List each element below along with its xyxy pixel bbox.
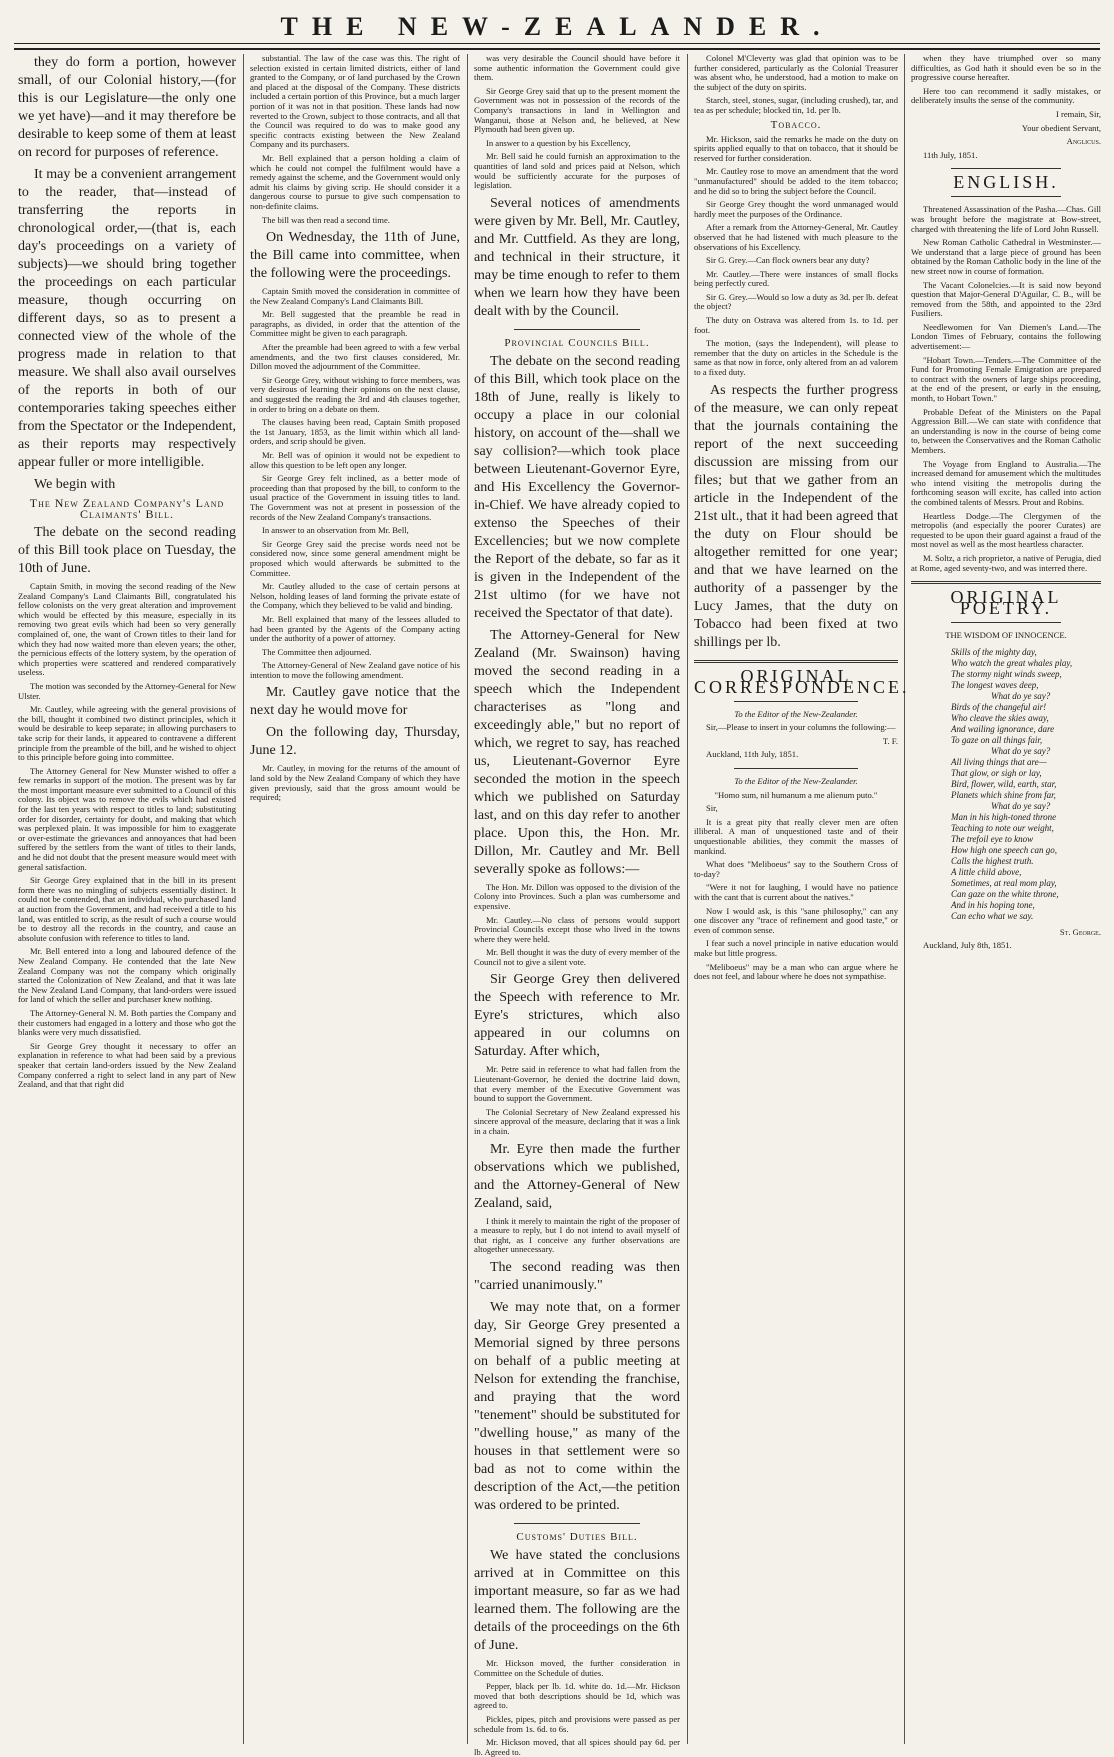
masthead bbox=[14, 8, 1100, 50]
intro-paragraph: It may be a convenient arrangement to the reader, that—instead of transferring the reports in chronological order,—(that is, each day's proceedings on a variety of subjects)—we should bring together the proceedings on each particular measure, though occurring on different days, so as to present a connected view of the whole of the progress made in relation to that measure. We shall also avail ourselves of the reports in both of our contemporaries taking speeches either from the Spectator or the Independent, as their reports may respectively appear fuller or more intelligible. bbox=[18, 167, 236, 470]
tobacco-paragraph: Mr. Cautley rose to move an amendment that the word "unmanufactured" should be added to the item tobacco; and he did so to bring the subject before the Council. bbox=[694, 166, 898, 196]
report-paragraph: The Attorney-General N. M. Both parties the Company and their customers had engaged in a lottery and those who got the blanks were very much dissatisfied. bbox=[18, 1007, 236, 1038]
poem-line: Can echo what we say. bbox=[951, 910, 1034, 921]
committee-paragraph: Sir George Grey felt inclined, as a better mode of proceeding than that proposed by the bill, to conform to the usual practice of the Government in issuing titles to land. The Government was not at present in possession of the records of the New Zealand Company's transactions. bbox=[250, 473, 460, 522]
tobacco-paragraph: Sir George Grey thought the word unmanaged would hardly meet the purposes of the Ordinance. bbox=[694, 199, 898, 219]
report-paragraph: Captain Smith, in moving the second reading of the New Zealand Company's Land Claimants Bill, congratulated his fellow colonists on the very great alteration and improvement which would be effected by this measure, especially in its removing two great evils which had been so very generally complained of, one, the want of Crown titles to their land for which they had now waited more than eleven years; the other, the pernicious effects of the lottery system, by the operation of which properties were scattered and rendered comparatively useless. bbox=[18, 581, 236, 678]
poem-line: The trefoil eye to know bbox=[951, 833, 1034, 844]
letter-body: "Meliboeus" may be a man who can argue where he does not feel, and labour where he does not sympathise. bbox=[694, 961, 898, 982]
committee-paragraph: The Committee then adjourned. bbox=[262, 646, 372, 657]
tobacco-paragraph: Mr. Hickson, said the remarks he made on the duty on spirits applied equally to that on tobacco, that it should be reserved for further consideration. bbox=[694, 133, 898, 163]
poem-title: THE WISDOM OF INNOCENCE. bbox=[945, 630, 1067, 641]
letter-body: when they have triumphed over so many difficulties, as God hath it should even be so in the progressive course hereafter. bbox=[911, 53, 1101, 83]
section-heading: The New Zealand Company's Land Claimants' Bill. bbox=[29, 496, 225, 521]
committee-paragraph: The Attorney-General of New Zealand gave notice of his intention to move the following amendment. bbox=[250, 660, 460, 680]
column-5 bbox=[911, 54, 1101, 1744]
divider bbox=[734, 768, 858, 769]
letter-close: Your obedient Servant, bbox=[1021, 122, 1101, 133]
poem-line: The stormy night winds sweep, bbox=[951, 668, 1062, 679]
divider bbox=[911, 581, 1101, 584]
report-paragraph: Starch, steel, stones, sugar, (including crushed), tar, and tea as per schedule; blocked tin, 1d. per lb. bbox=[694, 95, 898, 115]
report-paragraph: was very desirable the Council should have before it some authentic information the Government could give them. bbox=[474, 53, 680, 83]
tobacco-paragraph: After a remark from the Attorney-General, Mr. Cautley observed that he had listened with much pleasure to the observations of his Excellency. bbox=[694, 222, 898, 252]
column-separator bbox=[243, 54, 244, 1744]
report-paragraph: The motion was seconded by the Attorney-General for New Ulster. bbox=[18, 680, 236, 701]
speech-paragraph: The Colonial Secretary of New Zealand expressed his sincere approval of the measure, declaring that it was a link in a chain. bbox=[474, 1106, 680, 1137]
poem-place: Auckland, July 8th, 1851. bbox=[923, 940, 1012, 951]
poem-signature: St. George. bbox=[1059, 926, 1101, 937]
report-paragraph: Mr. Bell entered into a long and laboured defence of the New Zealand Company. He contended that the late New Zealand Company was not the company which originally started the Colonization of New Zealand, and that it was late the New Zealand Land Company, that land-orders were issued for land of which the seller and purchaser knew nothing. bbox=[18, 946, 236, 1005]
committee-paragraph: Sir George Grey said the precise words need not be considered now, since some general amendment might be proposed which would afterwards be submitted to the Committee. bbox=[250, 538, 460, 578]
report-paragraph: In answer to a question by his Excellency, bbox=[486, 137, 631, 148]
poem-line: Planets which shine from far, bbox=[951, 789, 1056, 800]
divider bbox=[514, 1523, 640, 1524]
letter-body: I fear such a novel principle in native education would make but little progress. bbox=[694, 938, 898, 958]
divider bbox=[951, 622, 1061, 623]
report-paragraph: substantial. The law of the case was this. The right of selection existed in certain limited districts, either of land granted to the Company, or of land purchased by the Crown and placed at the disposal of the Company. These districts included a certain portion of this Province, but a much larger portion of it was not in that position. These lands had now reverted to the Crown, subject to those contracts, and all that the Council was required to do was to make good any specific contracts existing between the New Zealand Company and its purchasers. bbox=[250, 53, 460, 150]
report-paragraph: Mr. Cautley, in moving for the returns of the amount of land sold by the New Zealand Company of which they have given previously, said that the gross amount would be required; bbox=[250, 763, 460, 803]
poem-line: The longest waves deep, bbox=[951, 679, 1039, 690]
report-paragraph: The Attorney General for New Munster wished to offer a few remarks in support of the motion. The present was by far the most important measure ever submitted to a Council of this colony. Its object was to remove the evils which had existed for the last ten years with respect to titles to land; substituting order for disorder, certainty for doubt, and making that which was perplexed plain. It was impossible for him to exaggerate or over-estimate the grievances and annoyances that had been suffered by the settlers from the want of titles to their lands, and he did not doubt that the present measure would meet with general satisfaction. bbox=[18, 765, 236, 872]
tobacco-paragraph: The duty on Ostrava was altered from 1s. to 1d. per foot. bbox=[694, 315, 898, 335]
committee-paragraph: Mr. Cautley alluded to the case of certain persons at Nelson, holding leases of land forming the private estate of the Company, which they believed to be valid and binding. bbox=[250, 581, 460, 611]
begin-line: We begin with bbox=[34, 477, 116, 492]
news-item: The Voyage from England to Australia.—The increased demand for amusement which the multitudes who intend visiting the metropolis during the forthcoming season will excite, has called into action the combined talents of Messrs. Prout and Robins. bbox=[911, 458, 1101, 507]
debate-paragraph: The debate on the second reading of this Bill took place on Tuesday, the 10th of June. bbox=[18, 525, 236, 576]
newspaper-title: THE NEW-ZEALANDER. bbox=[280, 12, 834, 41]
report-paragraph: The bill was then read a second time. bbox=[262, 214, 390, 225]
committee-paragraph: Captain Smith moved the consideration in committee of the New Zealand Company's Land Claimants Bill. bbox=[250, 286, 460, 306]
news-item: M. Soltz, a rich proprietor, a native of Perugia, died at Rome, aged seventy-two, and was interred there. bbox=[911, 552, 1101, 573]
report-paragraph: Mr. Bell said he could furnish an approximation to the quantities of land sold and prices paid at Nelson, which would be sufficiently accurate for the purposes of legislation. bbox=[474, 151, 680, 191]
letter-place: Auckland, 11th July, 1851. bbox=[706, 749, 799, 760]
committee-paragraph: Mr. Bell explained that many of the lessees alluded to had been granted by the Agents of the Company acting under the authority of a power of attorney. bbox=[250, 613, 460, 644]
customs-item: Pickles, pipes, pitch and provisions were passed as per schedule from 1s. 6d. to 6s. bbox=[474, 1713, 680, 1734]
letter-motto: "Homo sum, nil humanum a me alienum puto." bbox=[714, 789, 878, 800]
poem-line: Skills of the mighty day, bbox=[951, 646, 1037, 657]
poem-line: Man in his high-toned throne bbox=[951, 811, 1057, 822]
column-3 bbox=[474, 53, 680, 1757]
carried-paragraph: The second reading was then "carried unanimously." bbox=[474, 1260, 680, 1293]
notices-paragraph: Several notices of amendments were given by Mr. Bell, Mr. Cautley, and Mr. Cuttfield. As they are long, and technical in their structure, it may be time enough to refer to them when we learn how they have been dealt with by the Council. bbox=[474, 195, 680, 319]
column-separator bbox=[904, 54, 905, 1744]
speech-paragraph: Mr. Petre said in reference to what had fallen from the Lieutenant-Governor, he denied the doctrine laid down, that every member of the Executive Government was bound to support the Government. bbox=[474, 1064, 680, 1104]
report-paragraph: Colonel M'Cleverty was glad that opinion was to be further considered, particularly as the Colonial Treasurer was absent who, he understood, had a motion to make on the subject of the duty on spirits. bbox=[694, 53, 898, 92]
section-heading: Provincial Councils Bill. bbox=[504, 336, 650, 349]
cautley-notice: Mr. Cautley gave notice that the next day he would move for bbox=[250, 685, 460, 719]
poem-line: What do ye say? bbox=[991, 690, 1051, 701]
divider bbox=[951, 168, 1061, 169]
speech-paragraph: The Hon. Mr. Dillon was opposed to the division of the Colony into Provinces. Such a plan was cumbersome and expensive. bbox=[474, 881, 680, 911]
committee-paragraph: In answer to an observation from Mr. Bell, bbox=[262, 525, 409, 536]
section-heading: Tobacco. bbox=[770, 118, 822, 131]
news-item: "Hobart Town.—Tenders.—The Committee of the Fund for Promoting Female Emigration are prepared to contract with the owners of large ships proceeding, at the end of the present, or early in the ensuing, month, to Hobart Town." bbox=[911, 354, 1101, 404]
column-2 bbox=[250, 54, 460, 1744]
poem-line: Who cleave the skies away, bbox=[951, 712, 1049, 723]
customs-item: Pepper, black per lb. 1d. white do. 1d.—Mr. Hickson moved that both descriptions should be 1d, which was agreed to. bbox=[474, 1681, 680, 1711]
divider bbox=[694, 660, 898, 663]
masthead-rule bbox=[14, 43, 1100, 44]
poem-line: Who watch the great whales play, bbox=[951, 657, 1073, 668]
pc-paragraph: The Attorney-General for New Zealand (Mr. Swainson) having moved the second reading in a speech which the Independent characterises as "long and exceedingly able," but no report of which, we regret to say, has reached us, Lieutenant-Governor Eyre seconded the motion in the speech which we published on Saturday last, and on this day refer to another place. Upon this, the Hon. Mr. Dillon, Mr. Cautley and Mr. Bell severally spoke as follows:— bbox=[474, 627, 680, 877]
poem-line: Calls the highest truth. bbox=[951, 855, 1034, 866]
committee-paragraph: After the preamble had been agreed to with a few verbal amendments, and the two first clauses considered, Mr. Dillon moved the adjournment of the Committee. bbox=[250, 342, 460, 372]
correspondence-heading: ORIGINAL CORRESPONDENCE. bbox=[694, 665, 910, 697]
news-item: Threatened Assassination of the Pasha.—Chas. Gill was brought before the magistrate at Bow-street, charged with threatening the life of Lord John Russell. bbox=[911, 204, 1101, 234]
column-separator bbox=[467, 54, 468, 1744]
letter-addressee: To the Editor of the New-Zealander. bbox=[734, 776, 858, 786]
poem-line: How high one speech can go, bbox=[951, 844, 1057, 855]
letter-date: 11th July, 1851. bbox=[923, 149, 978, 160]
poem-line: Can gaze on the white throne, bbox=[951, 888, 1059, 899]
column-1 bbox=[18, 54, 236, 1744]
poem-line: And in his hoping tone, bbox=[951, 899, 1035, 910]
report-paragraph: Sir George Grey said that up to the present moment the Government was not in possession of the records of the Company's transactions in land in Wellington and Wanganui, those at Nelson and, he believed, at New Plymouth had been given up. bbox=[474, 85, 680, 135]
committee-paragraph: Mr. Bell was of opinion it would not be expedient to allow this question to be left open any longer. bbox=[250, 450, 460, 470]
eyre-paragraph: Mr. Eyre then made the further observations which we published, and the Attorney-General of New Zealand, said, bbox=[474, 1141, 680, 1211]
column-4 bbox=[694, 53, 910, 1744]
letter-body: Sir,—Please to insert in your columns the following:— bbox=[706, 722, 896, 733]
wednesday-paragraph: On Wednesday, the 11th of June, the Bill came into committee, when the following were the proceedings. bbox=[250, 230, 460, 282]
poetry-heading: ORIGINAL POETRY. bbox=[950, 587, 1062, 619]
letter-body: It is a great pity that really clever men are often illiberal. A man of unquestioned taste and of their unquestionable abilities, they commit the masses of mankind. bbox=[694, 816, 898, 856]
tobacco-paragraph: Mr. Cautley.—There were instances of small flocks being perfectly cured. bbox=[694, 268, 898, 289]
english-heading: ENGLISH. bbox=[953, 172, 1059, 193]
report-paragraph: Mr. Bell explained that a person holding a claim of which he could not compel the fulfilment would have a remedy against the scheme, and the Government would only admit his claims by giving scrip. He should consider it a dangerous course to pursue to give such compensation to non-definite claims. bbox=[250, 152, 460, 211]
poem-line: Teaching to note our weight, bbox=[951, 822, 1054, 833]
grey-paragraph: Sir George Grey then delivered the Speech with reference to Mr. Eyre's strictures, which also appeared in our columns on Saturday. After which, bbox=[474, 972, 680, 1060]
letter-body: Sir, bbox=[706, 803, 718, 814]
poem-line: Birds of the changeful air! bbox=[951, 701, 1047, 712]
letter-close: I remain, Sir, bbox=[1056, 108, 1101, 119]
letter-addressee: To the Editor of the New-Zealander. bbox=[734, 708, 858, 719]
speech-paragraph: Mr. Bell thought it was the duty of every member of the Council not to give a silent vote. bbox=[474, 947, 680, 967]
committee-paragraph: Sir George Grey, without wishing to force members, was very desirous of learning their opinions on the next clause, and suggested the reading the 3rd and 4th clauses together, in order to bring on a debate on them. bbox=[250, 374, 460, 414]
news-item: New Roman Catholic Cathedral in Westminster.—We understand that a large piece of ground has been obtained by the Roman Catholic body in the line of the new street now in course of formation. bbox=[911, 237, 1101, 276]
customs-item: Mr. Hickson moved, that all spices should pay 6d. per lb. Agreed to. bbox=[474, 1737, 680, 1757]
letter-body: Here too can recommend it sadly mistakes, or deliberately insults the sense of the community. bbox=[911, 85, 1101, 106]
letter-body: Now I would ask, is this "sane philosophy," can any one discover any "trace of refinement and good taste," or even of common sense. bbox=[694, 905, 898, 935]
poem-line: Bird, flower, wild, earth, star, bbox=[951, 778, 1057, 789]
report-paragraph: Sir George Grey thought it necessary to offer an explanation in reference to what had been said by a previous speaker that certain land-orders issued by the New Zealand Company conferred a right to select land in any part of New Zealand, and that that right did bbox=[18, 1040, 236, 1090]
poem-line: And wailing ignorance, dare bbox=[951, 723, 1055, 734]
poem bbox=[911, 647, 1101, 922]
customs-paragraph: We have stated the conclusions arrived at in Committee on this important measure, so far as we had learned them. The following are the details of the proceedings on the 6th of June. bbox=[474, 1548, 680, 1653]
customs-item: Mr. Hickson moved, the further consideration in Committee on the Schedule of duties. bbox=[474, 1658, 680, 1678]
poem-line: A little child above, bbox=[951, 866, 1022, 877]
speech-paragraph: I think it merely to maintain the right of the proposer of a measure to reply, but I do not intend to avail myself of that right, as I conceive any further observations are altogether unnecessary. bbox=[474, 1215, 680, 1255]
poem-line: To gaze on all things fair, bbox=[951, 734, 1043, 745]
letter-body: "Were it not for laughing, I would have no patience with the cant that is current about the natives." bbox=[694, 882, 898, 902]
section-heading: Customs' Duties Bill. bbox=[516, 1531, 638, 1543]
speech-paragraph: Mr. Cautley.—No class of persons would support Provincial Councils except those who lived in the towns where they were held. bbox=[474, 914, 680, 944]
note-paragraph: We may note that, on a former day, Sir George Grey presented a Memorial signed by three persons on behalf of a public meeting at Nelson for extending the franchise, and praying that the word "tenement" should be substituted for "dwelling house," as many of the houses in that settlement were so bad as not to come within the description of the Act,—the petition was ordered to be printed. bbox=[474, 1300, 680, 1513]
poem-line: What do ye say? bbox=[991, 745, 1051, 756]
intro-paragraph: they do form a portion, however small, of our Colonial history,—(for this is our Legislature—the only one we yet have)—and it may therefore be desirable to keep some of them at least on record for purposes of reference. bbox=[18, 55, 236, 160]
report-paragraph: Mr. Cautley, while agreeing with the general provisions of the bill, thought it combined two distinct principles, which it would be desirable to keep separate; in allowing purchasers to take scrip for their lands, it appeared to contravene a different principle from the preamble of the bill, and he wished to object to this principle before going into committee. bbox=[18, 704, 236, 763]
letter-signature: Anglicus. bbox=[1066, 136, 1101, 147]
letter-signature: T. F. bbox=[882, 735, 898, 746]
news-item: Needlewomen for Van Diemen's Land.—The London Times of February, contains the following advertisement:— bbox=[911, 321, 1101, 352]
news-item: The Vacant Colonelcies.—It is said now beyond question that Major-General D'Aguilar, C. B., will be removed from the 58th, and appointed to the 23rd Fusiliers. bbox=[911, 279, 1101, 319]
tobacco-paragraph: The motion, (says the Independent), will please to remember that the duty on articles in the Schedule is the same as that now in force, only altered from an ad valorem to a fixed duty. bbox=[694, 338, 898, 378]
news-item: Heartless Dodge.—The Clergymen of the metropolis (and especially the poorer Curates) are requested to be upon their guard against a fraud of the most novel as well as the most heartless character. bbox=[911, 510, 1101, 550]
tobacco-paragraph: Sir G. Grey.—Can flock owners bear any duty? bbox=[706, 255, 870, 266]
letter-body: What does "Meliboeus" say to the Southern Cross of to-day? bbox=[694, 859, 898, 879]
report-paragraph: Sir George Grey explained that in the bill in its present form there was no mingling of subjects essentially distinct. It could not be contended, that an individual, who purchased land at auction from the Government, and had received a title to his land, was entitled to scrip, as the result of such a course would be to destroy all the records in the country, and cause an absolute confusion with reference to titles to land. bbox=[18, 875, 236, 943]
committee-paragraph: Mr. Bell suggested that the preamble be read in paragraphs, as divided, in order that the attention of the Committee might be given to each paragraph. bbox=[250, 309, 460, 339]
poem-line: All living things that are— bbox=[951, 756, 1047, 767]
poem-line: That glow, or sigh or lay, bbox=[951, 767, 1042, 778]
tobacco-paragraph: Sir G. Grey.—Would so low a duty as 3d. per lb. defeat the object? bbox=[694, 291, 898, 312]
poem-line: What do ye say? bbox=[991, 800, 1051, 811]
poem-line: Sometimes, at real mom play, bbox=[951, 877, 1057, 888]
column-separator bbox=[687, 54, 688, 1744]
committee-paragraph: The clauses having been read, Captain Smith proposed the 1st January, 1853, as the limit within which all land-orders, and scrip should be given. bbox=[250, 417, 460, 447]
following-day: On the following day, Thursday, June 12. bbox=[250, 725, 460, 759]
news-item: Probable Defeat of the Ministers on the Papal Aggression Bill.—We can state with confidence that an understanding is now in the course of being come to, between the Conservatives and the Roman Catholic Members. bbox=[911, 406, 1101, 455]
pc-paragraph: The debate on the second reading of this Bill, which took place on the 18th of June, really is likely to occupy a place in our colonial history, on account of the—shall we say collision?—which took place between Lieutenant-Governor Eyre, and His Excellency the Governor-in-Chief. We have already copied to extenso the Speeches of their Excellencies; but we now complete the Report of the debate, so far as it is given in the Independent of the 21st ultimo (for we have not received the Spectator of that date). bbox=[474, 353, 680, 621]
progress-paragraph: As respects the further progress of the measure, we can only repeat that the journals containing the report of the next succeeding discussion are missing from our files; but that we gather from an article in the Independent of the 21st ult., that it had been agreed that the duty on Flour should be altogether remitted for one year; and that we have learned on the authority of a passenger by the Lucy James, that the duty on Tobacco had been fixed at two shillings per lb. bbox=[694, 382, 898, 650]
divider bbox=[951, 196, 1061, 197]
divider bbox=[734, 701, 858, 702]
divider bbox=[514, 329, 640, 330]
